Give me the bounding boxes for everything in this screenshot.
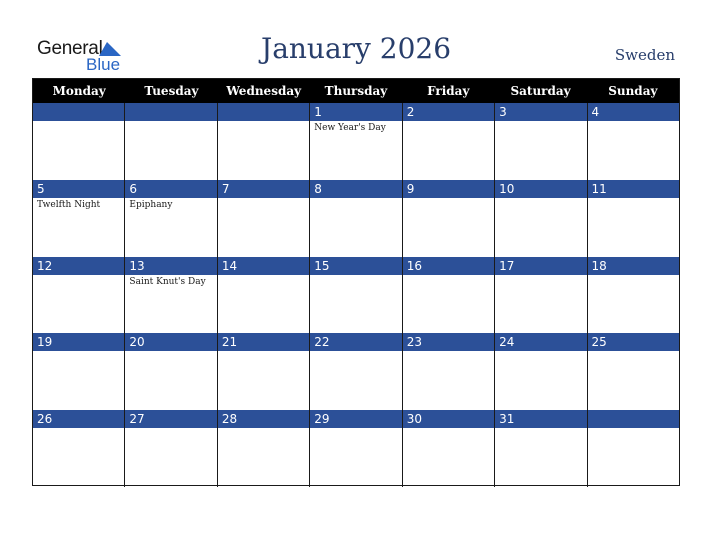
day-cell[interactable] [218, 103, 310, 180]
holiday-label [310, 351, 401, 353]
day-number: 17 [495, 257, 586, 275]
week-row [33, 103, 679, 180]
day-number: 6 [125, 180, 216, 198]
holiday-label [403, 428, 494, 430]
day-number [218, 103, 309, 121]
holiday-label [588, 428, 679, 430]
day-number: 5 [33, 180, 124, 198]
holiday-label [495, 198, 586, 200]
day-cell[interactable] [218, 257, 310, 334]
holiday-label [33, 351, 124, 353]
day-cell[interactable] [218, 180, 310, 257]
weekday-header [33, 79, 679, 103]
day-cell[interactable] [403, 333, 495, 410]
day-number: 31 [495, 410, 586, 428]
day-cell[interactable] [310, 257, 402, 334]
holiday-label: New Year's Day [314, 123, 386, 133]
day-cell[interactable] [310, 410, 402, 487]
day-cell[interactable] [495, 410, 587, 487]
logo-text-blue: Blue [86, 55, 121, 74]
day-number: 3 [495, 103, 586, 121]
day-number: 26 [33, 410, 124, 428]
day-number [588, 410, 679, 428]
holiday-label [218, 428, 309, 430]
day-number: 16 [403, 257, 494, 275]
day-cell[interactable] [495, 103, 587, 180]
holiday-label [125, 428, 216, 430]
holiday-label [495, 428, 586, 430]
day-number: 24 [495, 333, 586, 351]
month-calendar [32, 78, 680, 486]
weekday-thursday: Thursday [324, 84, 388, 98]
day-number: 11 [588, 180, 679, 198]
day-number: 2 [403, 103, 494, 121]
holiday-label [218, 275, 309, 277]
day-number: 18 [588, 257, 679, 275]
day-cell[interactable] [588, 257, 679, 334]
day-cell[interactable] [403, 257, 495, 334]
holiday-label [33, 275, 124, 277]
day-cell[interactable] [33, 180, 125, 257]
holiday-label [588, 198, 679, 200]
day-cell[interactable] [403, 410, 495, 487]
weekday-saturday: Saturday [510, 84, 571, 98]
day-cell[interactable] [125, 333, 217, 410]
day-cell[interactable] [495, 180, 587, 257]
holiday-label: Epiphany [129, 199, 173, 210]
day-cell[interactable] [125, 103, 217, 180]
day-number: 30 [403, 410, 494, 428]
holiday-label [125, 121, 216, 123]
day-number: 23 [403, 333, 494, 351]
day-number: 4 [588, 103, 679, 121]
country-label: Sweden [614, 46, 675, 64]
holiday-label [403, 351, 494, 353]
holiday-label [588, 121, 679, 123]
holiday-label [310, 275, 401, 277]
day-number: 22 [310, 333, 401, 351]
day-cell[interactable] [495, 333, 587, 410]
day-number: 21 [218, 333, 309, 351]
holiday-label: Saint Knut's Day [129, 276, 206, 287]
day-number: 19 [33, 333, 124, 351]
day-number: 9 [403, 180, 494, 198]
day-number: 20 [125, 333, 216, 351]
day-cell[interactable] [33, 103, 125, 180]
day-number: 15 [310, 257, 401, 275]
day-number: 8 [310, 180, 401, 198]
weekday-friday: Friday [427, 84, 470, 98]
holiday-label [218, 121, 309, 123]
day-cell[interactable] [310, 333, 402, 410]
day-cell[interactable] [218, 333, 310, 410]
day-number: 14 [218, 257, 309, 275]
day-cell[interactable] [588, 103, 679, 180]
day-cell[interactable] [125, 257, 217, 334]
week-row [33, 410, 679, 487]
holiday-label [403, 121, 494, 123]
weekday-tuesday: Tuesday [144, 84, 199, 98]
holiday-label [310, 198, 401, 200]
day-number: 13 [125, 257, 216, 275]
day-number: 28 [218, 410, 309, 428]
day-cell[interactable] [310, 180, 402, 257]
day-cell[interactable] [495, 257, 587, 334]
holiday-label [495, 351, 586, 353]
day-number: 12 [33, 257, 124, 275]
weekday-sunday: Sunday [608, 84, 658, 98]
day-cell[interactable] [218, 410, 310, 487]
day-number: 25 [588, 333, 679, 351]
weekday-monday: Monday [52, 84, 106, 98]
holiday-label [588, 351, 679, 353]
day-cell[interactable] [403, 180, 495, 257]
week-row [33, 257, 679, 334]
day-cell[interactable] [125, 410, 217, 487]
holiday-label [310, 428, 401, 430]
day-cell[interactable] [33, 410, 125, 487]
day-cell[interactable] [588, 180, 679, 257]
weeks-container [33, 103, 679, 487]
holiday-label [33, 121, 124, 123]
holiday-label [125, 351, 216, 353]
day-cell[interactable] [33, 333, 125, 410]
day-number: 10 [495, 180, 586, 198]
holiday-label [403, 198, 494, 200]
logo-text-general: General [37, 38, 103, 59]
holiday-label [403, 275, 494, 277]
day-number: 27 [125, 410, 216, 428]
day-cell[interactable] [125, 180, 217, 257]
weekday-wednesday: Wednesday [226, 84, 302, 98]
day-number: 7 [218, 180, 309, 198]
day-number [125, 103, 216, 121]
holiday-label [218, 198, 309, 200]
week-row [33, 333, 679, 410]
day-number: 29 [310, 410, 401, 428]
day-number: 1 [310, 103, 401, 121]
day-cell[interactable] [588, 333, 679, 410]
week-row [33, 180, 679, 257]
holiday-label: Twelfth Night [37, 199, 101, 210]
holiday-label [33, 428, 124, 430]
day-number [33, 103, 124, 121]
holiday-label [588, 275, 679, 277]
holiday-label [495, 121, 586, 123]
day-cell[interactable] [588, 410, 679, 487]
holiday-label [495, 275, 586, 277]
day-cell[interactable] [310, 103, 402, 180]
day-cell[interactable] [403, 103, 495, 180]
day-cell[interactable] [33, 257, 125, 334]
calendar-title: January 2026 [260, 32, 452, 65]
holiday-label [218, 351, 309, 353]
